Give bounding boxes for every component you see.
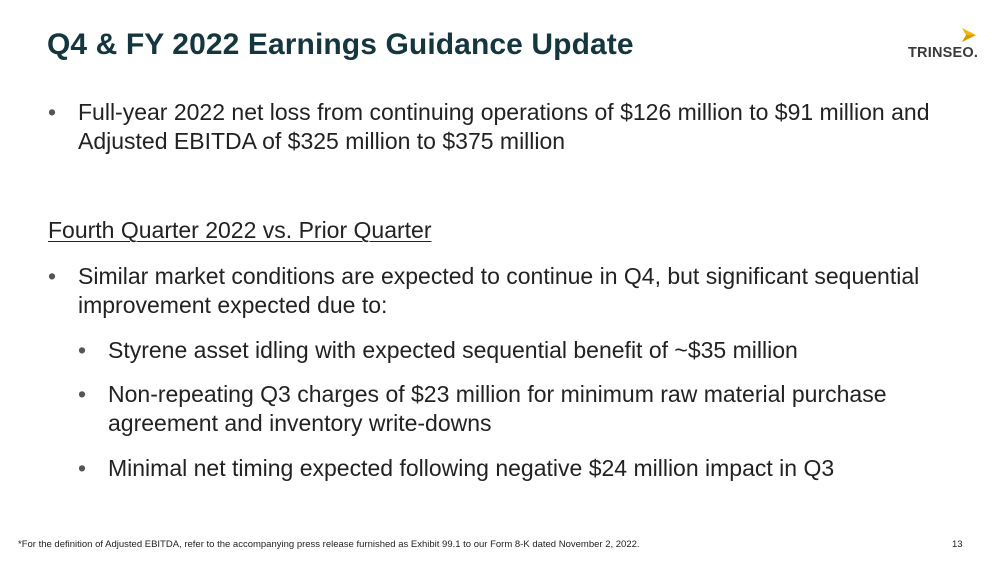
bullet-glyph: • <box>78 455 87 481</box>
bullet-glyph: • <box>78 337 87 363</box>
bullet-glyph: • <box>48 263 57 289</box>
sub-bullet-item <box>78 454 968 483</box>
bullet-glyph: • <box>78 381 87 407</box>
bullet-item-market-conditions <box>48 262 948 320</box>
bullet-text: Full-year 2022 net loss from continuing operations of $126 million to $91 million and Adjusted EBITDA of $325 million to $375 million <box>78 99 930 154</box>
bullet-glyph: • <box>48 99 57 125</box>
slide-title: Q4 & FY 2022 Earnings Guidance Update <box>47 28 634 61</box>
footnote: *For the definition of Adjusted EBITDA, refer to the accompanying press release furnished as Exhibit 99.1 to our Form 8-K dated November 2, 2022. <box>18 539 640 550</box>
sub-bullet-text: Minimal net timing expected following negative $24 million impact in Q3 <box>108 455 835 481</box>
bullet-text: Similar market conditions are expected to continue in Q4, but significant sequential improvement expected due to: <box>78 263 920 318</box>
sub-bullet-text: Non-repeating Q3 charges of $23 million for minimum raw material purchase agreement and inventory write-downs <box>108 381 887 436</box>
page-number: 13 <box>952 539 963 550</box>
logo-text: TRINSEO. <box>908 45 979 61</box>
sub-bullet-text: Styrene asset idling with expected sequential benefit of ~$35 million <box>108 337 798 363</box>
bullet-item-fy-guidance <box>48 98 968 156</box>
sub-bullet-item <box>78 380 968 438</box>
sub-bullet-item <box>78 336 968 365</box>
section-heading: Fourth Quarter 2022 vs. Prior Quarter <box>48 217 432 243</box>
trinseo-logo <box>906 25 986 65</box>
